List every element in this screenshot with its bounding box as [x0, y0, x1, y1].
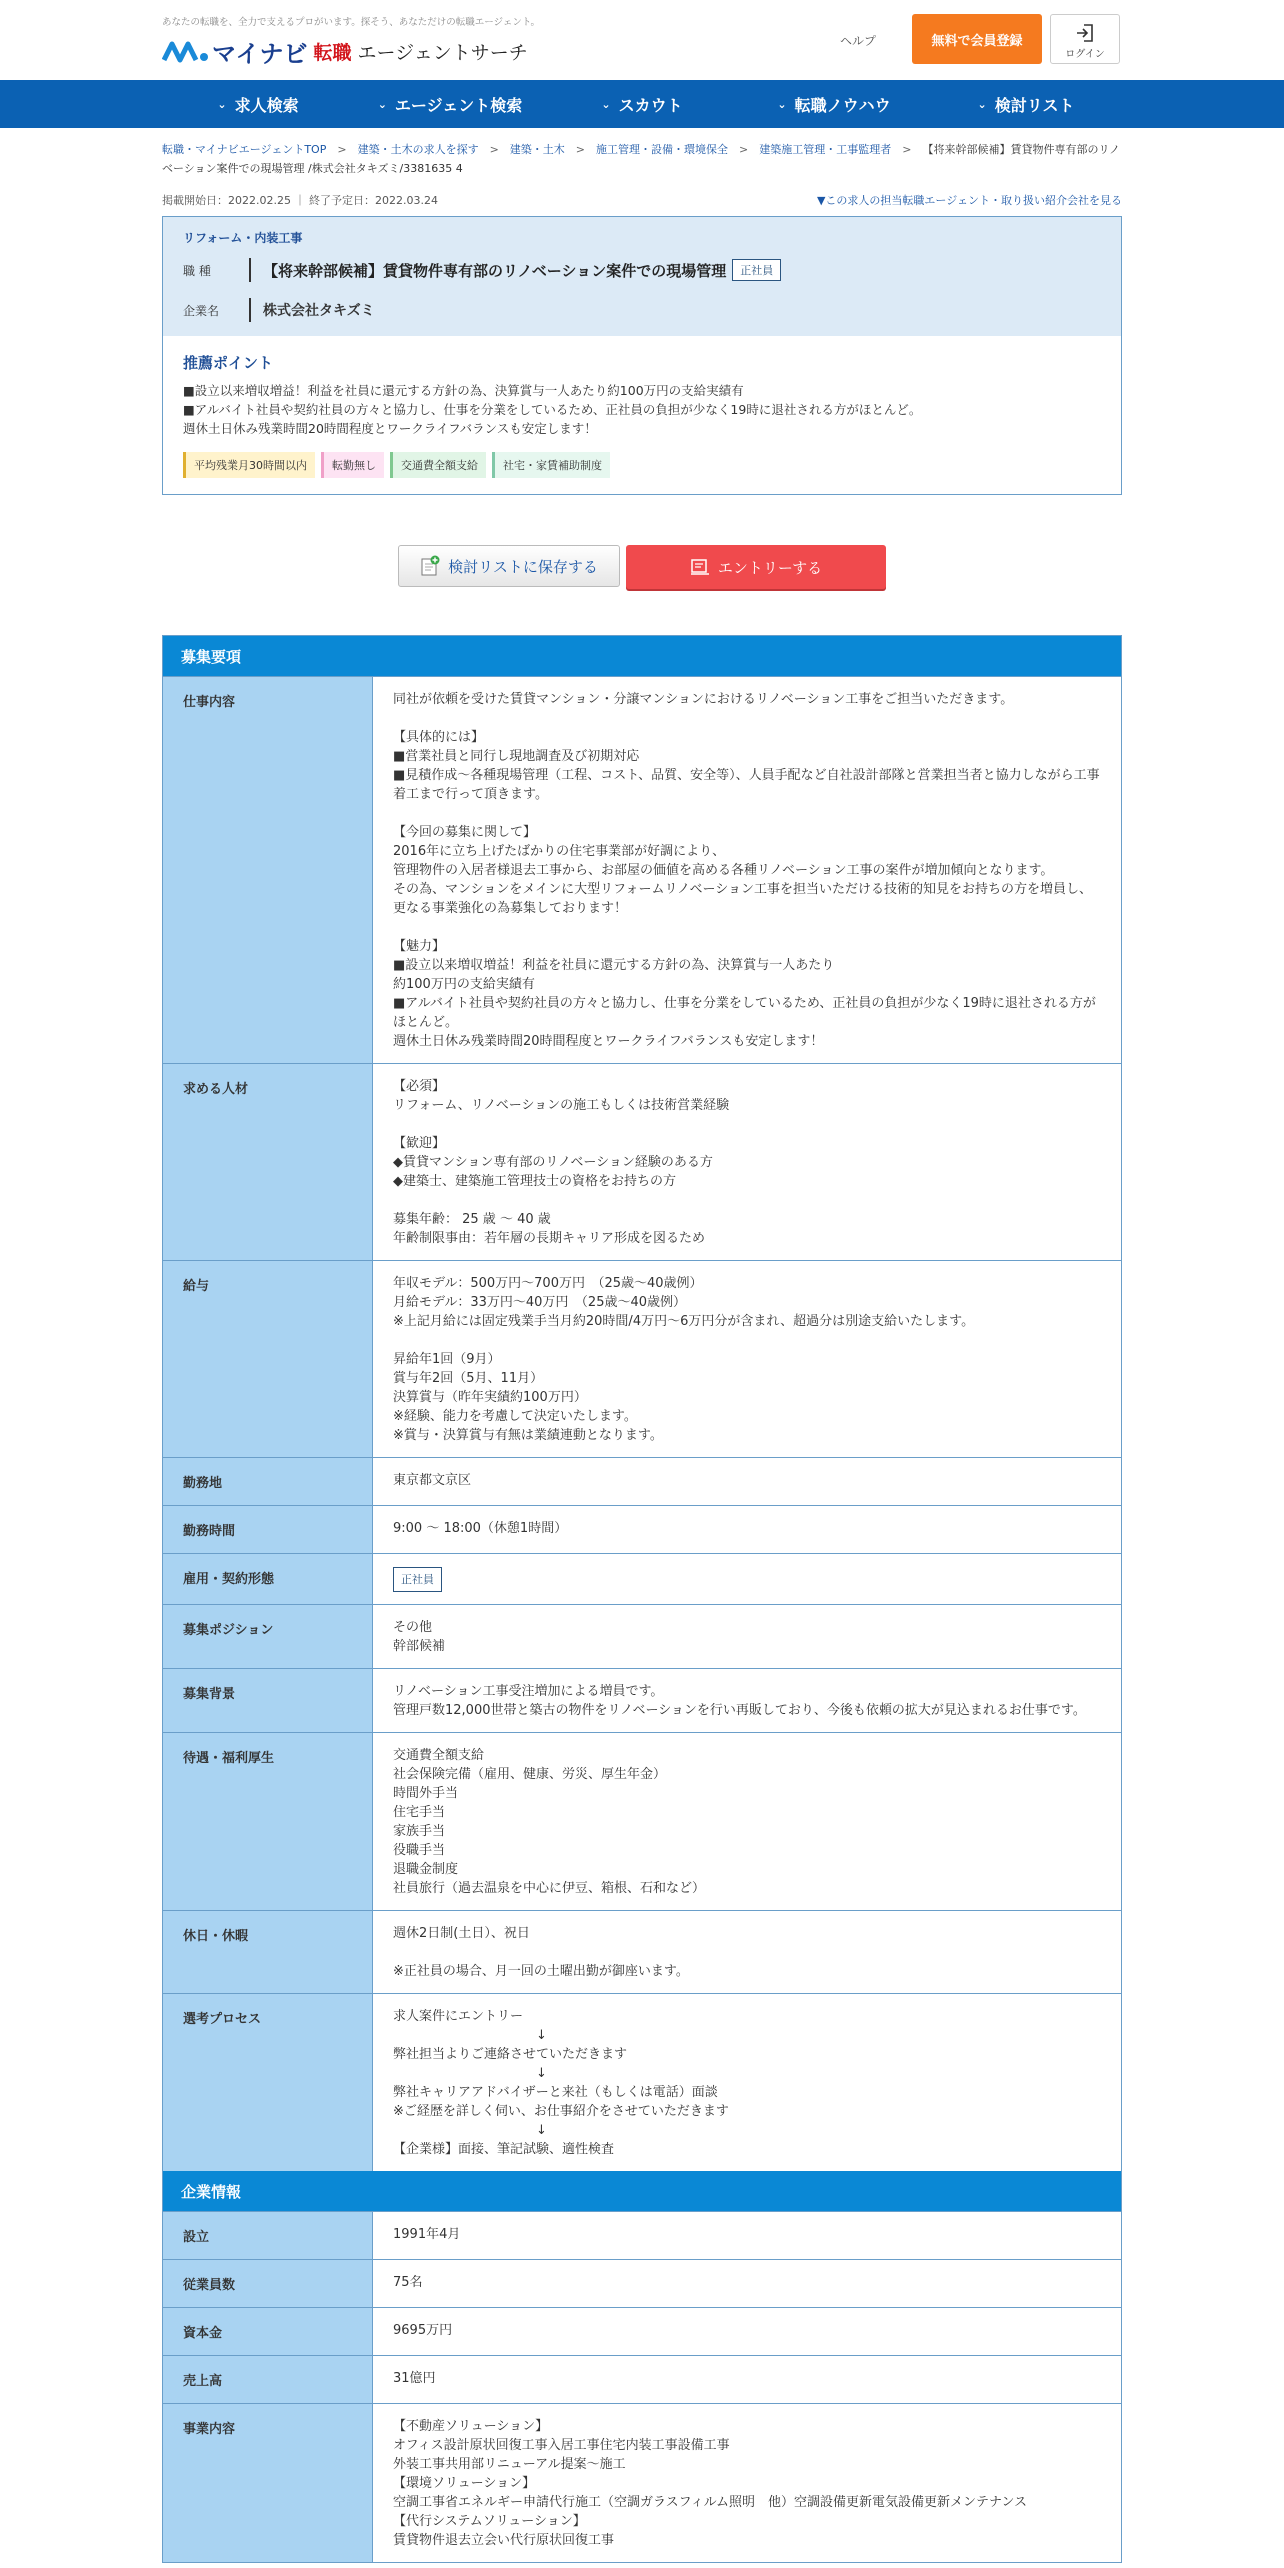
table-row [163, 2403, 1121, 2562]
logo-brand: マイナビ [212, 40, 308, 68]
nav-job-search[interactable] [162, 80, 354, 128]
nav-label: スカウト [618, 95, 683, 115]
row-label: 休日・休暇 [163, 1911, 373, 1993]
table-row [163, 1063, 1121, 1260]
breadcrumb: 転職・マイナビエージェントTOP > 建築・土木の求人を探す > 建築・土木 > 施工管理・設備・環境保全 > 建築施工管理・工事監理者 > 【将来幹部候補】賃貸物件専有部のリノベーション案件での現場管理 /株式会社タキズミ/3381635 4 [162, 143, 1121, 175]
row-value: 東京都文京区 [393, 1473, 472, 1488]
job-category: リフォーム・内装工事 [183, 231, 303, 245]
action-buttons [162, 545, 1122, 589]
entry-button[interactable] [626, 545, 886, 589]
row-value: 交通費全額支給 社会保険完備（雇用、健康、労災、厚生年金） 時間外手当 住宅手当 家族手当 役職手当 退職金制度 社員旅行（過去温泉を中心に伊豆、箱根、石和など） [393, 1748, 706, 1896]
row-value: 【必須】 リフォーム、リノベーションの施工もしくは技術営業経験 【歓迎】 ◆賃貸マンション専有部のリノベーション経験のある方 ◆建築士、建築施工管理技士の資格をお持ちの方 募集年齢： 25 歳 ～ 40 歳 年齢制限事由：若年層の長期キャリア形成を図るため [393, 1079, 730, 1246]
global-nav [0, 80, 1284, 128]
breadcrumb-link[interactable]: 建築施工管理・工事監理者 [759, 143, 892, 156]
chevron-down-icon: ⌄ [377, 97, 387, 111]
nav-scout[interactable] [546, 80, 738, 128]
breadcrumb-link[interactable]: 施工管理・設備・環境保全 [596, 143, 729, 156]
chevron-down-icon: ⌄ [217, 97, 227, 111]
feature-tag: 交通費全額支給 [390, 452, 486, 478]
company-name: 株式会社タキズミ [263, 303, 375, 319]
recruitment-table [162, 635, 1122, 2563]
row-label: 募集ポジション [163, 1605, 373, 1668]
table-row [163, 1457, 1121, 1505]
employment-type-badge: 正社員 [393, 1567, 442, 1592]
row-label: 仕事内容 [163, 677, 373, 1063]
job-summary [162, 216, 1122, 495]
row-label: 待遇・福利厚生 [163, 1733, 373, 1910]
entry-label: エントリーする [717, 558, 823, 577]
breadcrumb-link[interactable]: 転職・マイナビエージェントTOP [162, 143, 327, 156]
start-date: 掲載開始日：2022.02.25 [162, 194, 291, 207]
nav-knowhow[interactable] [738, 80, 930, 128]
row-label: 事業内容 [163, 2404, 373, 2562]
recommend-title: 推薦ポイント [183, 354, 274, 372]
row-label: 従業員数 [163, 2260, 373, 2307]
site-logo[interactable] [162, 34, 528, 69]
row-label: 雇用・契約形態 [163, 1554, 373, 1604]
row-value: リノベーション工事受注増加による増員です。 管理戸数12,000世帯と築古の物件をリノベーションを行い再販しており、今後も依頼の拡大が見込まれるお仕事です。 [393, 1684, 1086, 1718]
row-value: 1991年4月 [393, 2227, 461, 2242]
logo-tenshoku: 転職 [313, 42, 352, 64]
row-label: 設立 [163, 2212, 373, 2259]
table-row [163, 1260, 1121, 1457]
table-row [163, 1993, 1121, 2171]
logo-agent-search: エージェントサーチ [357, 42, 528, 64]
row-value: 週休2日制(土日）、祝日 ※正社員の場合、月一回の土曜出勤が御座います。 [393, 1926, 689, 1979]
breadcrumb-current: 【将来幹部候補】賃貸物件専有部のリノベーション案件での現場管理 /株式会社タキズミ/3381635 4 [162, 143, 1121, 175]
tagline: あなたの転職を、全力で支えるプロがいます。探そう、あなただけの転職エージェント。 [162, 17, 541, 28]
login-label: ログイン [1065, 49, 1105, 60]
end-date: 終了予定日：2022.03.24 [308, 194, 438, 207]
row-label: 勤務地 [163, 1458, 373, 1505]
row-value: 同社が依頼を受けた賃貸マンション・分譲マンションにおけるリノベーション工事をご担当いただきます。 【具体的には】 ■営業社員と同行し現地調査及び初期対応 ■見積作成～各種現場管理（工程、コスト、品質、安全等）、人員手配など自社設計部隊と営業担当者と協力しながら工事着工まで行って頂きます。 【今回の募集に関して】 2016年に立ち上げたばかりの住宅事業部が好調により、 管理物件の入居者様退去工事から、お部屋の価値を高める各種リノベーション工事の案件が増加傾向となります。 その為、マンションをメインに大型リフォームリノベーション工事を担当いただける技術的知見をお持ちの方を増員し、更なる事業強化の為募集しております！ 【魅力】 ■設立以来増収増益！利益を社員に還元する方針の為、決算賞与一人あたり 約100万円の支給実績有 ■アルバイト社員や契約社員の方々と協力し、仕事を分業をしているため、正社員の負担が少なく19時に退社される方がほとんど。 週休土日休み残業時間20時間程度とワークライフバランスも安定します！ [393, 692, 1100, 1049]
table-row [163, 2259, 1121, 2307]
table-row [163, 1668, 1121, 1732]
breadcrumb-link[interactable]: 建築・土木 [509, 143, 565, 156]
nav-label: 転職ノウハウ [794, 95, 891, 115]
table-row [163, 1732, 1121, 1910]
job-label: 職 種 [183, 263, 211, 278]
save-to-list-button[interactable] [398, 545, 620, 587]
row-value: 求人案件にエントリー ↓ 弊社担当よりご連絡させていただきます ↓ 弊社キャリアアドバイザーと来社（もしくは電話）面談 ※ご経歴を詳しく伺い、お仕事紹介をさせていただきます ↓ 【企業様】面接、筆記試験、適性検査 [393, 2009, 729, 2157]
help-link[interactable]: ヘルプ [840, 34, 877, 48]
row-label: 求める人材 [163, 1064, 373, 1260]
row-value: その他 幹部候補 [393, 1620, 446, 1654]
table-row [163, 1553, 1121, 1604]
nav-label: 検討リスト [994, 95, 1075, 115]
nav-agent-search[interactable] [354, 80, 546, 128]
chevron-down-icon: ⌄ [977, 97, 987, 111]
site-header [162, 0, 1122, 80]
row-label: 売上高 [163, 2356, 373, 2403]
save-label: 検討リストに保存する [448, 557, 598, 576]
table-row [163, 676, 1121, 1063]
feature-tag: 社宅・家賃補助制度 [492, 452, 610, 478]
recruit-section-title: 募集要項 [163, 636, 1121, 676]
breadcrumb-link[interactable]: 建築・土木の求人を探す [357, 143, 479, 156]
nav-label: エージェント検索 [394, 95, 523, 115]
employment-badge: 正社員 [732, 259, 781, 281]
nav-consider-list[interactable] [930, 80, 1122, 128]
logo-mark-icon [162, 38, 210, 66]
company-section-title: 企業情報 [163, 2171, 1121, 2211]
row-value: 75名 [393, 2275, 423, 2290]
login-icon [1075, 23, 1095, 43]
tag-list [183, 452, 1101, 478]
feature-tag: 平均残業月30時間以内 [183, 452, 315, 478]
row-label: 勤務時間 [163, 1506, 373, 1553]
entry-icon [690, 558, 710, 576]
login-button[interactable] [1050, 14, 1120, 64]
row-value: 【不動産ソリューション】 オフィス設計原状回復工事入居工事住宅内装工事設備工事 外装工事共用部リニューアル提案～施工 【環境ソリューション】 空調工事省エネルギー申請代行施工（空調ガラスフィルム照明 他）空調設備更新電気設備更新メンテナンス 【代行システムソリューション】 賃貸物件退去立会い代行原状回復工事 [393, 2419, 1028, 2548]
row-label: 募集背景 [163, 1669, 373, 1732]
save-list-icon [420, 555, 440, 577]
row-value [373, 1554, 1121, 1604]
table-row [163, 1910, 1121, 1993]
row-value: 年収モデル：500万円～700万円 （25歳～40歳例） 月給モデル：33万円～40万円 （25歳～40歳例） ※上記月給には固定残業手当月約20時間/4万円～6万円分が含まれ、超過分は別途支給いたします。 昇給年1回（9月） 賞与年2回（5月、11月） 決算賞与（昨年実績約100万円） ※経験、能力を考慮して決定いたします。 ※賞与・決算賞与有無は業績連動となります。 [393, 1276, 975, 1443]
row-value: 9695万円 [393, 2323, 453, 2338]
chevron-down-icon: ⌄ [777, 97, 787, 111]
agent-link[interactable]: ▼この求人の担当転職エージェント・取り扱い紹介会社を見る [816, 194, 1122, 207]
row-label: 選考プロセス [163, 1994, 373, 2171]
table-row [163, 1505, 1121, 1553]
table-row [163, 2211, 1121, 2259]
table-row [163, 2307, 1121, 2355]
row-label: 給与 [163, 1261, 373, 1457]
posting-dates: 掲載開始日：2022.02.25 ｜ 終了予定日：2022.03.24 ▼この求人の担当転職エージェント・取り扱い紹介会社を見る [162, 194, 1122, 207]
feature-tag: 転勤無し [321, 452, 384, 478]
signup-button[interactable]: 無料で会員登録 [912, 14, 1042, 64]
row-label: 資本金 [163, 2308, 373, 2355]
row-value: 31億円 [393, 2371, 436, 2386]
table-row [163, 2355, 1121, 2403]
table-row [163, 1604, 1121, 1668]
recommend-text: ■設立以来増収増益！利益を社員に還元する方針の為、決算賞与一人あたり約100万円の支給実績有 ■アルバイト社員や契約社員の方々と協力し、仕事を分業をしているため、正社員の負担が少なく19時に退社される方がほとんど。 週休土日休み残業時間20時間程度とワークライフバランスも安定します！ [183, 383, 922, 436]
job-title: 【将来幹部候補】賃貸物件専有部のリノベーション案件での現場管理 [263, 261, 727, 280]
company-label: 企業名 [183, 303, 220, 318]
chevron-down-icon: ⌄ [601, 97, 611, 111]
nav-label: 求人検索 [234, 95, 299, 115]
row-value: 9:00 ～ 18:00（休憩1時間） [393, 1521, 568, 1536]
